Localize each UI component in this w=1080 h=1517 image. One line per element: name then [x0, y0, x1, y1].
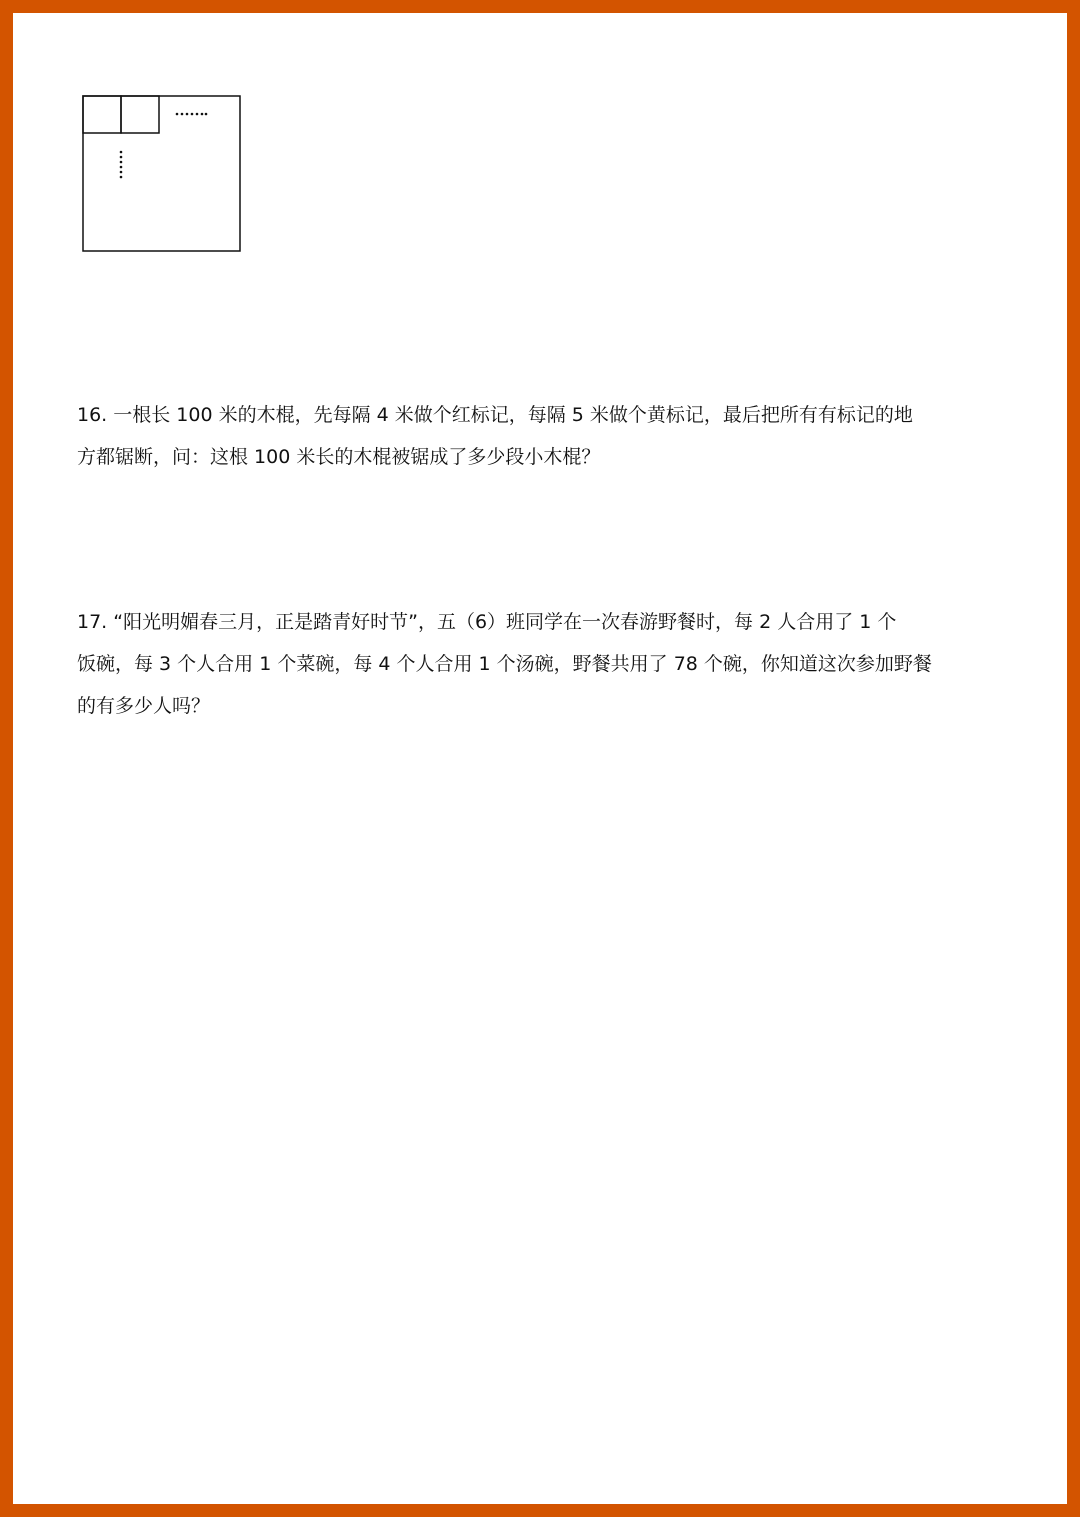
question-17-line-1: 17. “阳光明媚春三月，正是踏青好时节”，五（6）班同学在一次春游野餐时，每 2 人合用了 1 个	[77, 611, 897, 633]
small-square-2	[121, 96, 159, 133]
question-16-line-1: 16. 一根长 100 米的木棍，先每隔 4 米做个红标记，每隔 5 米做个黄标记，最后把所有有标记的地	[77, 404, 913, 426]
small-square-1	[83, 96, 121, 133]
ellipsis-horizontal	[176, 113, 208, 116]
question-17	[77, 601, 1007, 727]
outer-square	[83, 96, 240, 251]
ellipsis-vertical	[120, 151, 123, 179]
question-17-line-3: 的有多少人吗？	[77, 695, 211, 717]
question-16-line-2: 方都锯断，问：这根 100 米长的木棍被锯成了多少段小木棍？	[77, 446, 601, 468]
question-17-line-2: 饭碗，每 3 个人合用 1 个菜碗，每 4 个人合用 1 个汤碗，野餐共用了 78 个碗，你知道这次参加野餐	[77, 653, 932, 675]
square-grid-figure	[82, 95, 241, 252]
question-16	[77, 394, 1007, 478]
